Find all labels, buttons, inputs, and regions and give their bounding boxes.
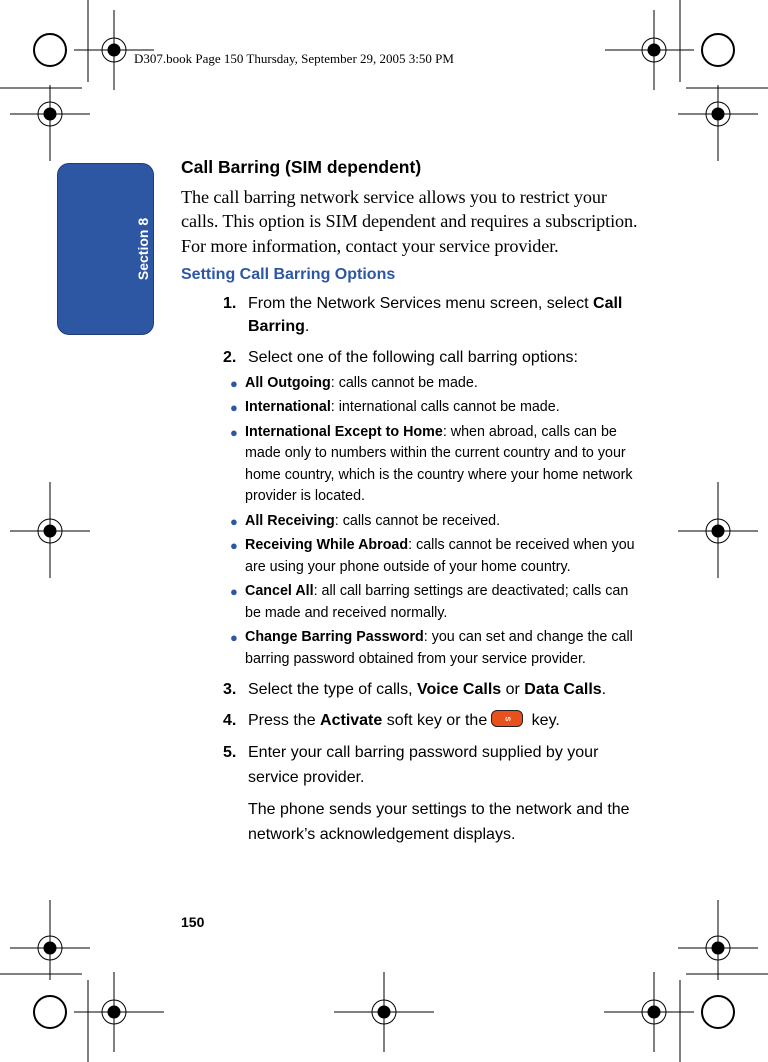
- option-term: Receiving While Abroad: [245, 537, 409, 554]
- step-text: soft key or the: [382, 712, 488, 730]
- list-item: [181, 373, 643, 395]
- subheading: Setting Call Barring Options: [181, 265, 396, 283]
- step-3: [181, 678, 643, 701]
- option-desc: : you can set and change the call barring password obtained from your service provider.: [245, 629, 633, 667]
- step-1: [181, 292, 643, 338]
- send-key-icon: [491, 710, 523, 727]
- bullet-icon: ●: [230, 424, 238, 440]
- call-type: Data Calls: [524, 681, 602, 699]
- softkey-name: Activate: [320, 712, 383, 730]
- list-item: [181, 627, 643, 670]
- section-tab-label: Section 8: [135, 217, 151, 281]
- option-desc: : calls cannot be received when you are using your phone outside of your home country.: [245, 537, 635, 575]
- call-type: Voice Calls: [416, 681, 502, 699]
- intro-paragraph: The call barring network service allows you to restrict your calls. This option is SIM dependent and requires a subscription. For more information, contact your service provider.: [181, 187, 638, 256]
- barring-options-list: [181, 373, 643, 671]
- send-key-glyph: S: [503, 716, 511, 722]
- option-term: All Receiving: [245, 512, 335, 529]
- list-item: [181, 511, 643, 533]
- bullet-icon: ●: [230, 400, 238, 416]
- option-desc: : calls cannot be made.: [330, 374, 478, 391]
- step-text: Enter your call barring password supplied by your service provider.: [248, 744, 599, 787]
- step-text: Select the type of calls,: [248, 681, 417, 699]
- option-desc: : international calls cannot be made.: [330, 399, 560, 416]
- list-item: [181, 535, 643, 578]
- option-term: International Except to Home: [245, 423, 443, 440]
- step-number: 4.: [223, 712, 237, 730]
- bullet-icon: ●: [230, 375, 238, 391]
- option-term: International: [245, 399, 331, 416]
- step-text: .: [304, 317, 310, 335]
- menu-name: Call Barring: [248, 294, 623, 335]
- step-number: 5.: [223, 744, 237, 762]
- option-term: All Outgoing: [245, 374, 331, 391]
- page-content: [181, 157, 643, 847]
- list-item: [181, 581, 643, 624]
- bullet-icon: ●: [230, 513, 238, 529]
- option-desc: : when abroad, calls can be made only to numbers within the current country and to your home country, which is the country where your home network provider is located.: [245, 423, 633, 505]
- result-paragraph: The phone sends your settings to the network and the network’s acknowledgement displays.: [248, 801, 630, 844]
- step-text: .: [601, 681, 607, 699]
- step-4: [181, 709, 643, 732]
- step-text: Select one of the following call barring options:: [248, 348, 578, 366]
- page-number: 150: [181, 914, 205, 930]
- step-number: 2.: [223, 348, 237, 366]
- option-term: Cancel All: [245, 583, 314, 600]
- step-text: Press the: [248, 712, 321, 730]
- step-number: 3.: [223, 681, 237, 699]
- page-title: Call Barring (SIM dependent): [181, 157, 422, 177]
- step-text: key.: [527, 712, 560, 730]
- print-slug: D307.book Page 150 Thursday, September 29, 2005 3:50 PM: [134, 51, 454, 66]
- step-2: [181, 346, 643, 369]
- list-item: [181, 397, 643, 419]
- bullet-icon: ●: [230, 584, 238, 600]
- step-text: From the Network Services menu screen, select: [248, 294, 594, 312]
- option-term: Change Barring Password: [245, 629, 424, 646]
- option-desc: : all call barring settings are deactivated; calls can be made and received normally.: [245, 583, 629, 621]
- bullet-icon: ●: [230, 630, 238, 646]
- step-text: or: [501, 681, 525, 699]
- bullet-icon: ●: [230, 538, 238, 554]
- option-desc: : calls cannot be received.: [334, 512, 501, 529]
- step-number: 1.: [223, 294, 237, 312]
- step-5: [181, 740, 643, 790]
- list-item: [181, 422, 643, 508]
